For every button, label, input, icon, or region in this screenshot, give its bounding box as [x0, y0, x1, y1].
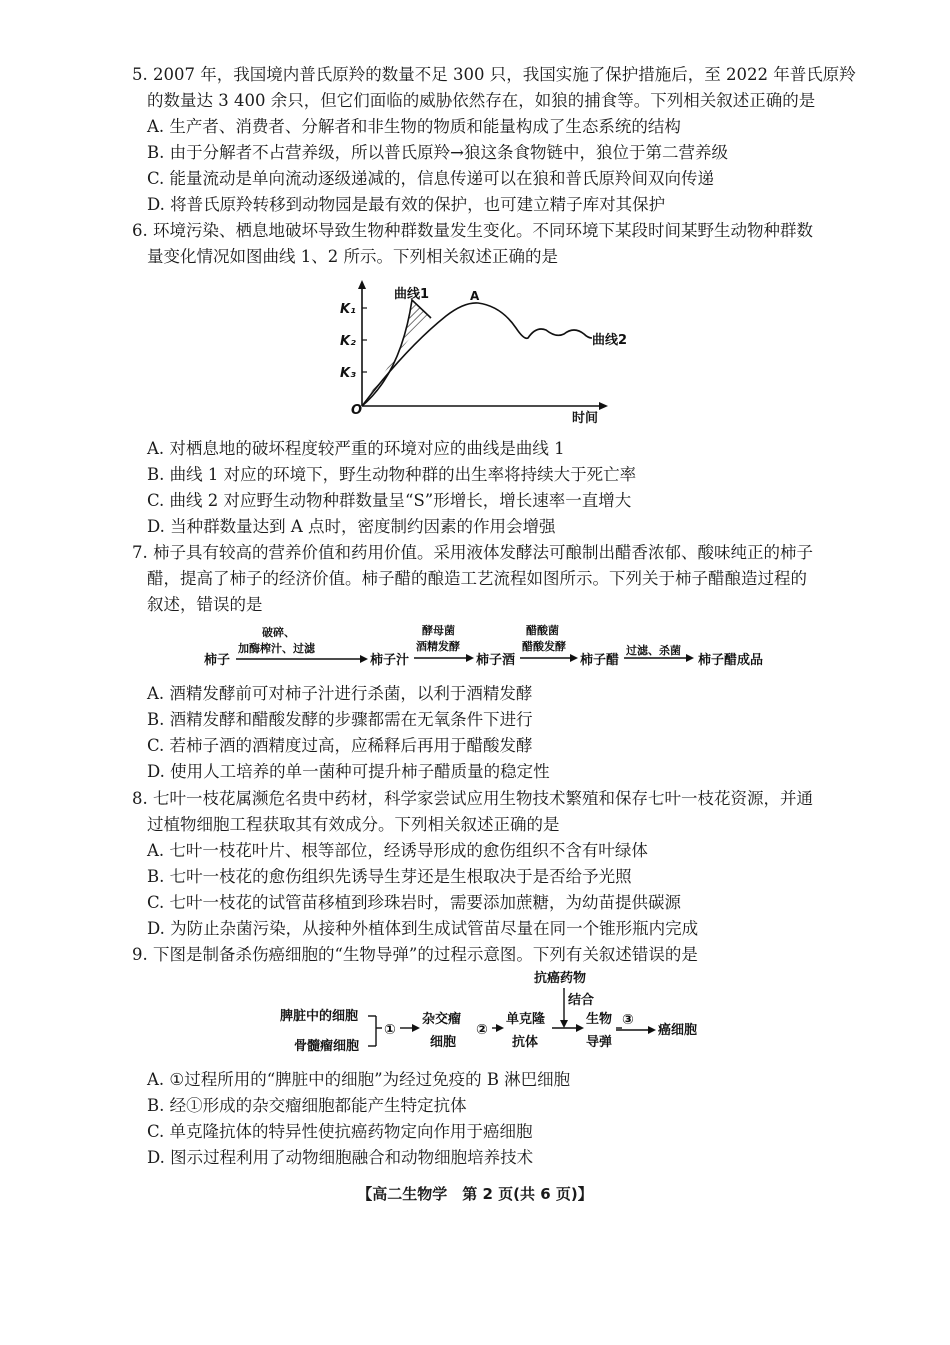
q9-step3: ③ [622, 1012, 634, 1028]
flow-step2-top: 酵母菌 [422, 624, 455, 637]
q6-option-c: C. 曲线 2 对应野生动物种群数量呈“S”形增长，增长速率一直增大 [147, 491, 632, 510]
q9-option-b: B. 经①形成的杂交瘤细胞都能产生特定抗体 [147, 1096, 467, 1115]
curve-2 [362, 303, 592, 406]
q9-stem-line1: 9. 下图是制备杀伤癌细胞的“生物导弹”的过程示意图。下列有关叙述错误的是 [132, 945, 698, 964]
label-k2: K₂ [340, 334, 356, 349]
q8-option-d: D. 为防止杂菌污染，从接种外植体到生成试管苗尽量在同一个锥形瓶内完成 [147, 919, 699, 938]
q7-stem-line1: 7. 柿子具有较高的营养价值和药用价值。采用液体发酵法可酿制出醋香浓郁、酸味纯正的柿子 [132, 543, 813, 562]
q9-process-diagram [276, 968, 716, 1060]
flow-node-juice: 柿子汁 [370, 653, 410, 668]
q5-option-d: D. 将普氏原羚转移到动物园是最有效的保护，也可建立精子库对其保护 [147, 195, 666, 214]
q8-option-a: A. 七叶一枝花叶片、根等部位，经诱导形成的愈伤组织不含有叶绿体 [147, 841, 648, 860]
q9-step2: ② [476, 1022, 488, 1038]
flow-step4: 过滤、杀菌 [626, 644, 681, 657]
q9-mab-line1: 单克隆 [506, 1012, 546, 1027]
q9-input-spleen: 脾脏中的细胞 [280, 1009, 359, 1024]
q9-bind: 结合 [568, 993, 595, 1008]
flow-step1-top: 破碎、 [262, 626, 295, 639]
q9-missile-line2: 导弹 [586, 1035, 613, 1050]
q5-option-b: B. 由于分解者不占营养级，所以普氏原羚→狼这条食物链中，狼位于第二营养级 [147, 143, 728, 162]
q8-option-b: B. 七叶一枝花的愈伤组织先诱导生芽还是生根取决于是否给予光照 [147, 867, 632, 886]
q9-hybridoma-line2: 细胞 [430, 1035, 457, 1050]
q9-option-a: A. ①过程所用的“脾脏中的细胞”为经过免疫的 B 淋巴细胞 [147, 1070, 571, 1089]
flow-step3-top: 醋酸菌 [526, 624, 559, 637]
flow-step3-bottom: 醋酸发酵 [522, 640, 566, 653]
y-axis-arrow [358, 280, 366, 289]
q5-stem-line2: 的数量达 3 400 余只，但它们面临的威胁依然存在，如狼的捕食等。下列相关叙述正确的是 [147, 91, 816, 110]
page-footer: 【高二生物学 第 2 页(共 6 页)】 [357, 1185, 593, 1203]
q6-option-b: B. 曲线 1 对应的环境下，野生动物种群的出生率将持续大于死亡率 [147, 465, 637, 484]
q6-stem-line1: 6. 环境污染、栖息地破坏导致生物种群数量发生变化。不同环境下某段时间某野生动物种群数 [132, 221, 813, 240]
q8-option-c: C. 七叶一枝花的试管苗移植到珍珠岩时，需要添加蔗糖，为幼苗提供碳源 [147, 893, 682, 912]
q6-option-a: A. 对栖息地的破坏程度较严重的环境对应的曲线是曲线 1 [147, 439, 565, 458]
label-a: A [470, 289, 480, 303]
label-k3: K₃ [340, 366, 356, 381]
q9-step1: ① [384, 1022, 396, 1038]
q7-option-b: B. 酒精发酵和醋酸发酵的步骤都需在无氧条件下进行 [147, 710, 533, 729]
q5-option-a: A. 生产者、消费者、分解者和非生物的物质和能量构成了生态系统的结构 [147, 117, 681, 136]
flow-node-persimmon: 柿子 [204, 653, 231, 668]
q6-population-graph [336, 278, 636, 428]
q5-option-c: C. 能量流动是单向流动逐级递减的，信息传递可以在狼和普氏原羚间双向传递 [147, 169, 715, 188]
label-time: 时间 [572, 411, 599, 426]
label-k1: K₁ [340, 302, 356, 317]
flow-node-wine: 柿子酒 [476, 653, 516, 668]
q9-option-d: D. 图示过程利用了动物细胞融合和动物细胞培养技术 [147, 1148, 534, 1167]
label-curve1: 曲线1 [394, 287, 430, 302]
label-origin: O [351, 403, 363, 418]
q9-missile-line1: 生物 [586, 1012, 613, 1027]
q7-stem-line2: 醋，提高了柿子的经济价值。柿子醋的酿造工艺流程如图所示。下列关于柿子醋酿造过程的 [147, 569, 807, 588]
q9-hybridoma-line1: 杂交瘤 [422, 1012, 462, 1027]
x-axis-arrow [599, 402, 608, 410]
curve1-hatched-area [366, 300, 431, 400]
q9-input-myeloma: 骨髓瘤细胞 [294, 1039, 360, 1054]
q9-option-c: C. 单克隆抗体的特异性使抗癌药物定向作用于癌细胞 [147, 1122, 533, 1141]
q9-cancer-cell: 癌细胞 [658, 1023, 698, 1038]
q7-option-c: C. 若柿子酒的酒精度过高，应稀释后再用于醋酸发酵 [147, 736, 533, 755]
flow-step1-bottom: 加酶榨汁、过滤 [238, 642, 315, 655]
q6-option-d: D. 当种群数量达到 A 点时，密度制约因素的作用会增强 [147, 517, 556, 536]
q6-stem-line2: 量变化情况如图曲线 1、2 所示。下列相关叙述正确的是 [147, 247, 558, 266]
q8-stem-line1: 8. 七叶一枝花属濒危名贵中药材，科学家尝试应用生物技术繁殖和保存七叶一枝花资源，并通 [132, 789, 813, 808]
flow-node-product: 柿子醋成品 [698, 653, 764, 668]
q5-stem-line1: 5. 2007 年，我国境内普氏原羚的数量不足 300 只，我国实施了保护措施后，至 2022 年普氏原羚 [132, 65, 856, 84]
q7-process-flow [200, 622, 790, 674]
q7-option-d: D. 使用人工培养的单一菌种可提升柿子醋质量的稳定性 [147, 762, 550, 781]
q7-stem-line3: 叙述，错误的是 [147, 595, 263, 614]
flow-step2-bottom: 酒精发酵 [416, 640, 460, 653]
q8-stem-line2: 过植物细胞工程获取其有效成分。下列相关叙述正确的是 [147, 815, 560, 834]
q7-option-a: A. 酒精发酵前可对柿子汁进行杀菌，以利于酒精发酵 [147, 684, 533, 703]
q9-drug: 抗癌药物 [534, 971, 587, 986]
q9-mab-line2: 抗体 [512, 1035, 539, 1050]
label-curve2: 曲线2 [592, 333, 628, 348]
flow-node-vinegar: 柿子醋 [580, 653, 620, 668]
